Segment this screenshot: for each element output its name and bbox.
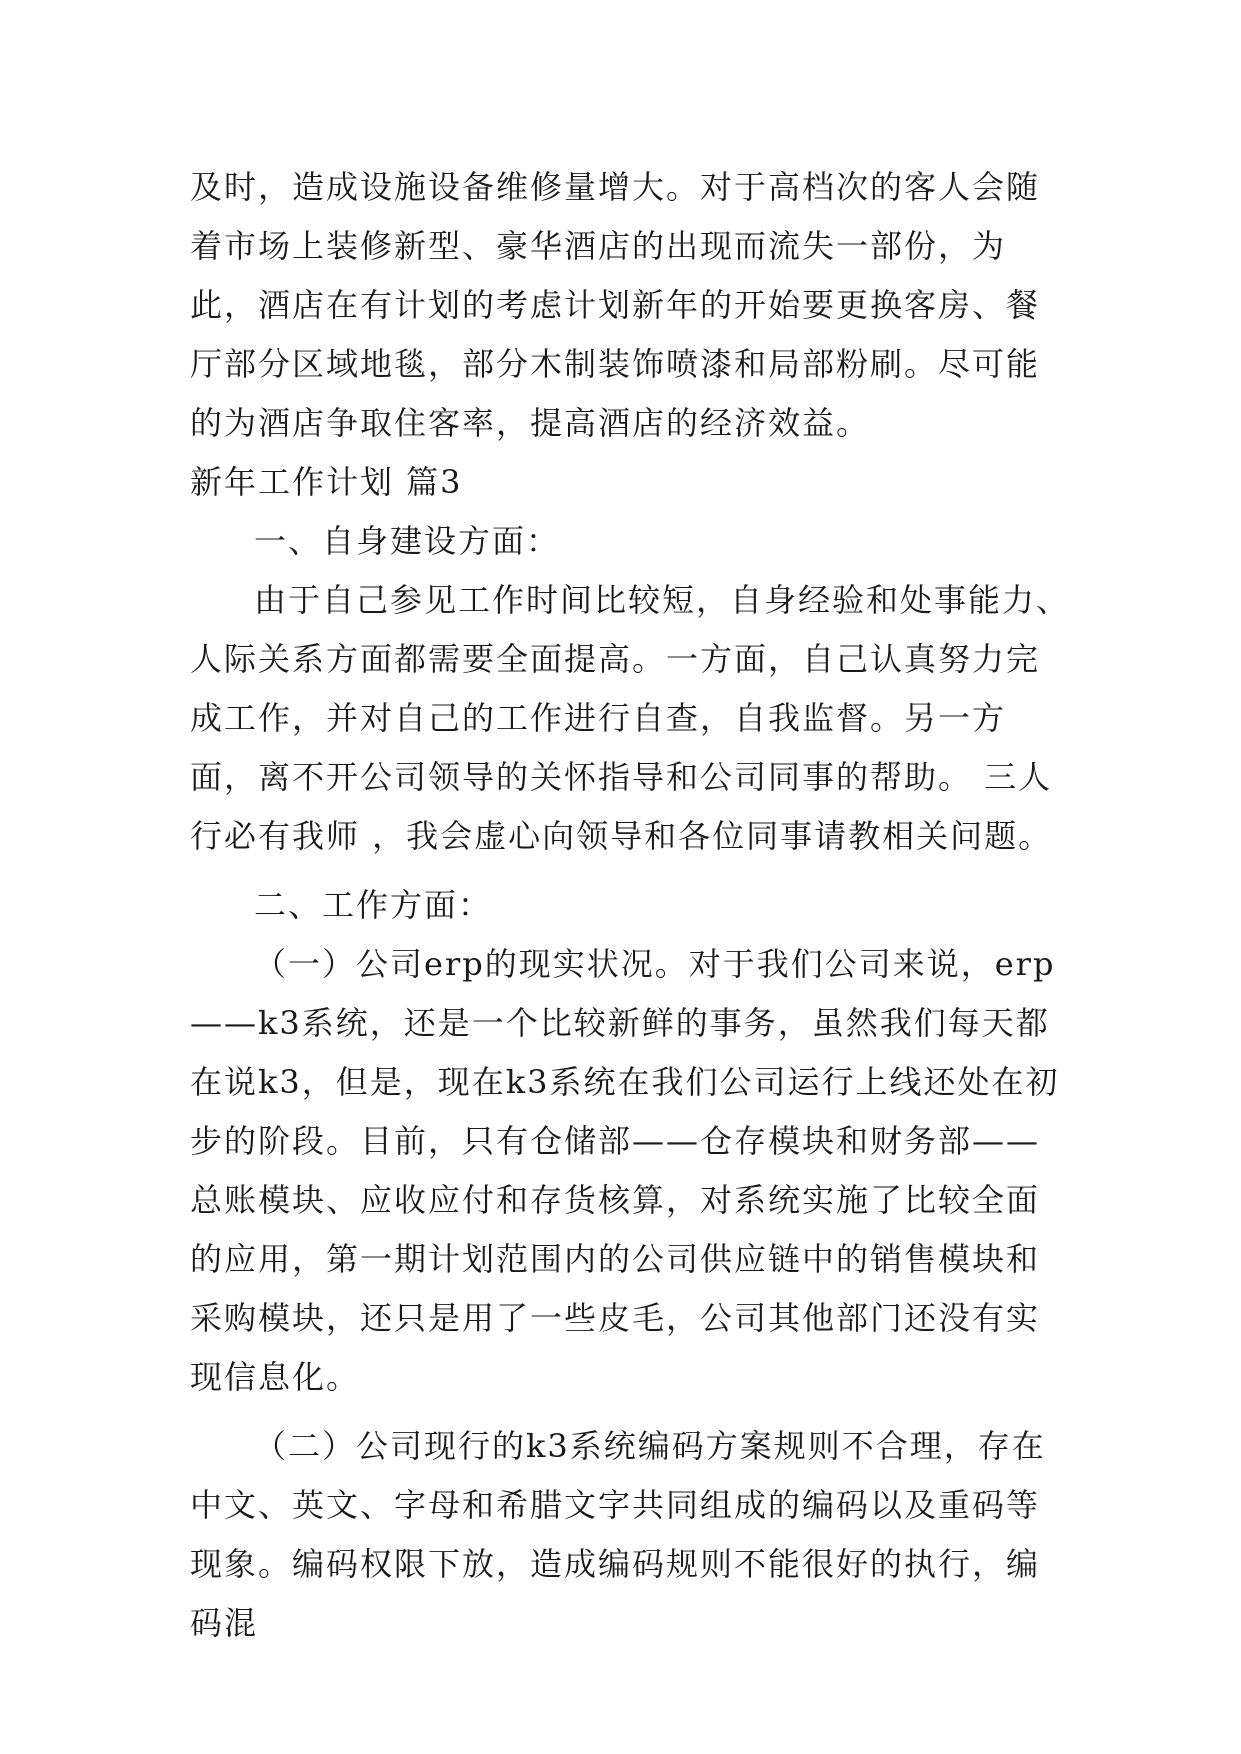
- heading-self-development: 一、自身建设方面：: [254, 522, 561, 560]
- paragraph-erp-status: （一）公司erp的现实状况。对于我们公司来说，erp——k3系统，还是一个比较新鲜的事务，虽然我们每天都在说k3，但是，现在k3系统在我们公司运行上线还处在初步的阶段。目前，只有仓储部——仓存模块和财务部——总账模块、应收应付和存货核算，对系统实施了比较全面的应用，第一期计划范围内的公司供应链中的销售模块和采购模块，还只是用了一些皮毛，公司其他部门还没有实现信息化。: [190, 945, 1060, 1396]
- section-title: 新年工作计划 篇3: [190, 463, 463, 501]
- document-body: [190, 158, 1070, 1653]
- paragraph-self-development: 由于自己参见工作时间比较短，自身经验和处事能力、人际关系方面都需要全面提高。一方面，自己认真努力完成工作，并对自己的工作进行自查，自我监督。另一方面，离不开公司领导的关怀指导和公司同事的帮助。 三人行必有我师 ，我会虚心向领导和各位同事请教相关问题。: [190, 581, 1071, 855]
- paragraph-coding-rules: （二）公司现行的k3系统编码方案规则不合理，存在中文、英文、字母和希腊文字共同组成的编码以及重码等现象。编码权限下放，造成编码规则不能很好的执行，编码混: [190, 1427, 1046, 1642]
- heading-work-aspects: 二、工作方面：: [254, 886, 493, 924]
- paragraph-continuation: 及时，造成设施设备维修量增大。对于高档次的客人会随着市场上装修新型、豪华酒店的出现而流失一部份，为此，酒店在有计划的考虑计划新年的开始要更换客房、餐厅部分区域地毯，部分木制装饰喷漆和局部粉刷。尽可能的为酒店争取住客率，提高酒店的经济效益。: [190, 168, 1041, 442]
